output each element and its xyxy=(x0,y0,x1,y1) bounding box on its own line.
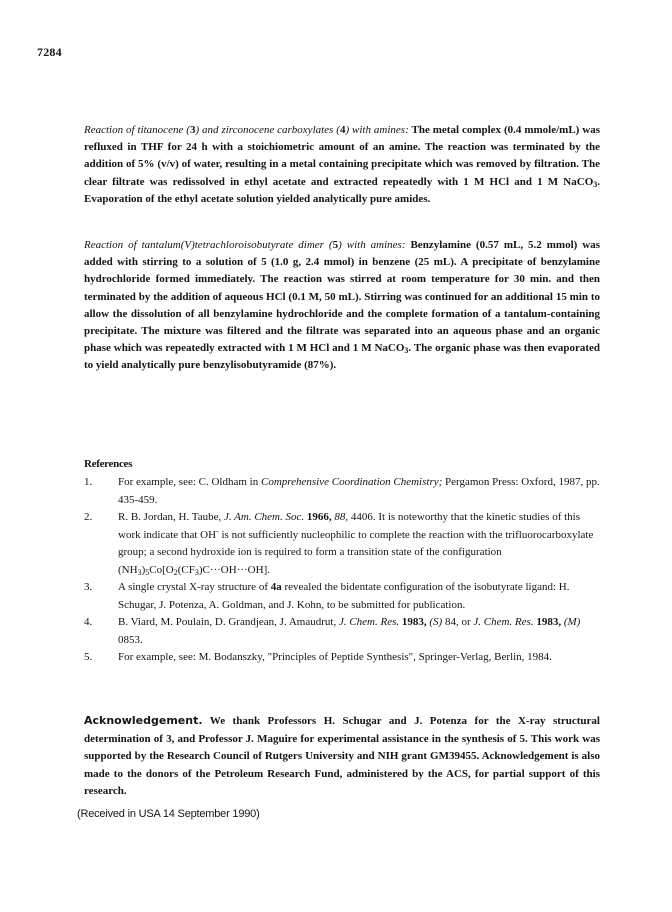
reference-number: 2. xyxy=(84,511,93,523)
reference-item xyxy=(84,509,604,579)
reference-item xyxy=(84,649,604,667)
reference-item xyxy=(84,614,604,649)
reference-number: 1. xyxy=(84,476,93,488)
reference-number: 3. xyxy=(84,581,93,593)
reference-text: A single crystal X-ray structure of 4a revealed the bidentate configuration of the isobutyrate ligand: H. Schugar, J. Potenza, A. Goldman, and J. Kohn, to be submitted for publication. xyxy=(118,581,570,611)
page-number: 7284 xyxy=(37,45,62,59)
reference-text: R. B. Jordan, H. Taube, J. Am. Chem. Soc. 1966, 88, 4406. It is noteworthy that the kinetic studies of this work indicate that OH- is not sufficiently nucleophilic to complete the reaction with the trifluorocarboxylate group; a second hydroxide ion is required to form a transition state of the configuration $(NH_3)_5Co[O_2(CF_3)C\cdot\cdot\cdot OH\cdot\cdot\cdot OH]$. xyxy=(118,511,594,577)
reference-text: B. Viard, M. Poulain, D. Grandjean, J. Amaudrut, J. Chem. Res. 1983, (S) 84, or J. Chem. Res. 1983, (M) 0853. xyxy=(118,616,581,646)
paragraph-lead: Reaction of tantalum(V)tetrachloroisobutyrate dimer (5) with amines: xyxy=(84,239,406,251)
reference-text: For example, see: C. Oldham in Comprehensive Coordination Chemistry; Pergamon Press: Oxford, 1987, pp. 435-459. xyxy=(118,476,600,506)
reference-item xyxy=(84,474,604,509)
reference-number: 5. xyxy=(84,651,93,663)
paragraph-tantalum: Reaction of tantalum(V)tetrachloroisobutyrate dimer (5) with amines: Benzylamine (0.57 mL, 5.2 mmol) was added with stirring to a solution of 5 (1.0 g, 2.4 mmol) in benzene (25 mL). A precipitate of benzylamine hydrochloride formed immediately. The reaction was stirred at room temperature for 30 min. and then terminated by the addition of aqueous HCl (0.1 M, 50 mL). Stirring was continued for an additional 15 min to allow the dissolution of all benzylamine hydrochloride and the complete formation of a tantalum-containing precipitate. The mixture was filtered and the filtrate was separated into an aqueous phase and an organic phase which was repeatedly extracted with 1 M HCl and 1 M NaCO$_3$. The organic phase was then evaporated to yield analytically pure benzylisobutyramide (87%). xyxy=(84,239,600,372)
reference-text: For example, see: M. Bodanszky, "Principles of Peptide Synthesis", Springer-Verlag, Berlin, 1984. xyxy=(118,651,552,663)
received-date: (Received in USA 14 September 1990) xyxy=(77,808,260,820)
acknowledgement-heading: Acknowledgement. xyxy=(84,714,203,727)
paragraph-titanocene-zirconocene: Reaction of titanocene (3) and zirconocene carboxylates (4) with amines: The metal complex (0.4 mmole/mL) was refluxed in THF for 24 h with a stoichiometric amount of an amine. The reaction was terminated by the addition of 5% (v/v) of water, resulting in a metal containing precipitate which was removed by filtration. The clear filtrate was redissolved in ethyl acetate and extracted repeatedly with 1 M HCl and 1 M NaCO$_3$. Evaporation of the ethyl acetate solution yielded analytically pure amides. xyxy=(84,124,600,205)
reference-item xyxy=(84,579,604,614)
acknowledgement: Acknowledgement. We thank Professors H. Schugar and J. Potenza for the X-ray structural determination of 3, and Professor J. Maguire for experimental assistance in the synthesis of 5. This work was supported by the Research Council of Rutgers University and NIH grant GM39455. Acknowledgement is also made to the donors of the Petroleum Research Fund, administered by the ACS, for partial support of this research. xyxy=(84,714,600,797)
reference-number: 4. xyxy=(84,616,93,628)
references-list xyxy=(84,474,604,667)
references-heading: References xyxy=(84,458,133,470)
paragraph-lead: Reaction of titanocene (3) and zirconocene carboxylates (4) with amines: xyxy=(84,124,409,136)
